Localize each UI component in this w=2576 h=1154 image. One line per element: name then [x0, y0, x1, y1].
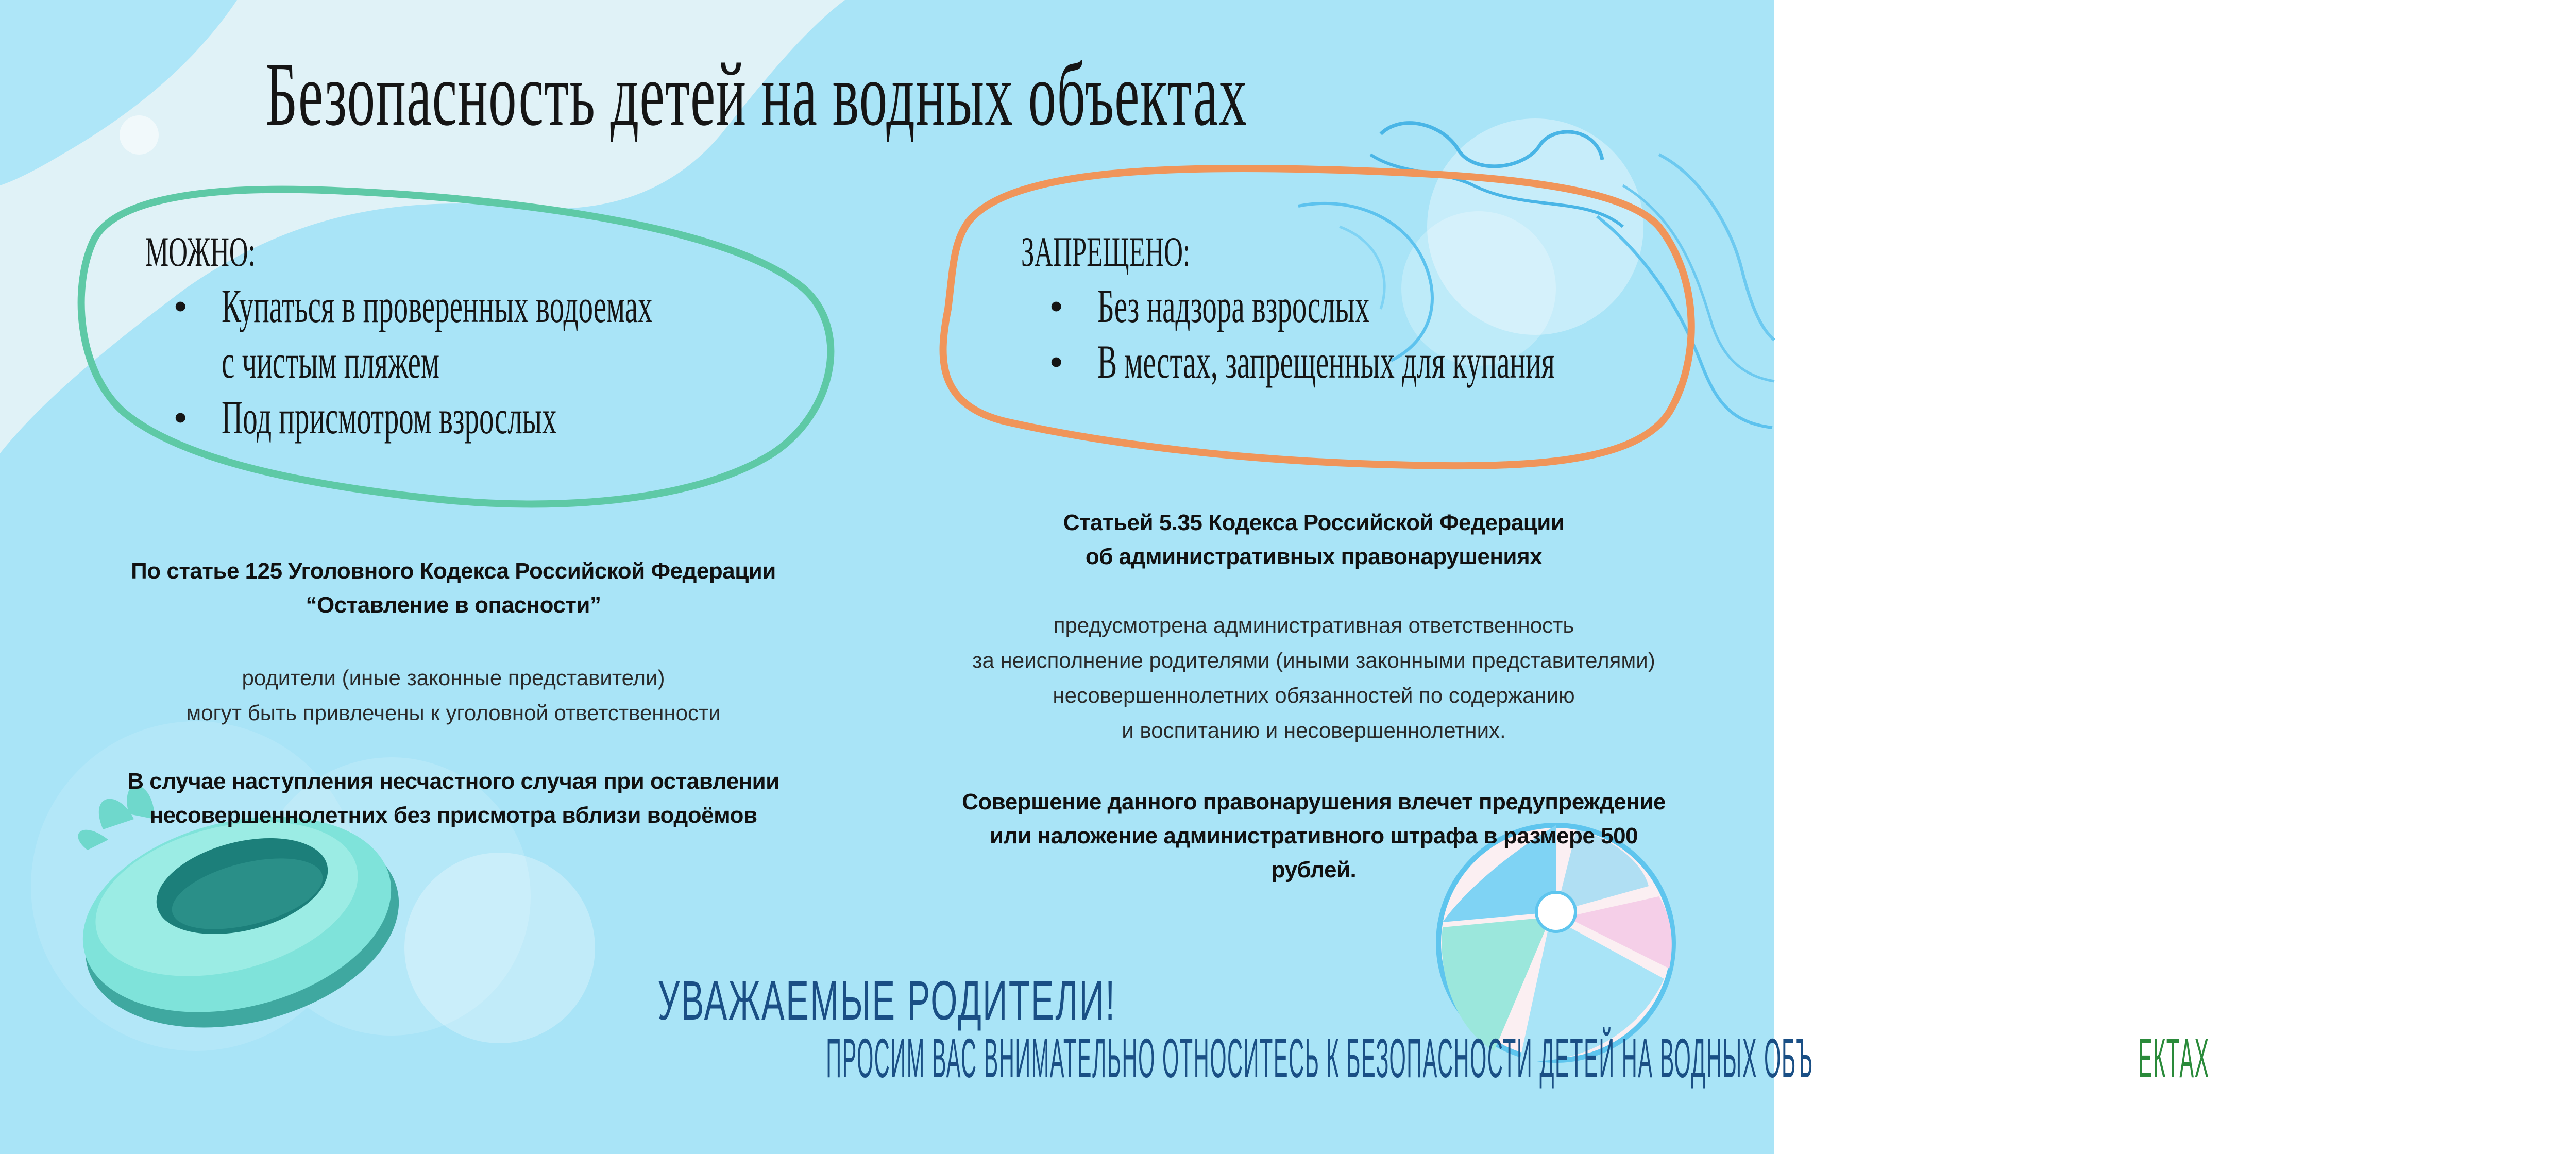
page-title: Безопасность детей на водных объектах — [265, 44, 1248, 145]
forbidden-list — [1050, 278, 1835, 389]
bullet-icon: • — [174, 397, 187, 437]
appeal-line-1: УВАЖАЕМЫЕ РОДИТЕЛИ! — [658, 969, 1116, 1031]
bullet-icon: • — [174, 286, 187, 326]
list-item: • В местах, запрещенных для купания — [1050, 334, 1835, 389]
allowed-list — [174, 278, 917, 445]
law-right-heading: Статьей 5.35 Кодекса Российской Федерации об административных правонарушениях — [1063, 510, 1565, 569]
bullet-icon: • — [1050, 286, 1063, 326]
allowed-heading: МОЖНО: — [145, 228, 256, 275]
bullet-icon: • — [1050, 342, 1063, 382]
forbidden-heading: ЗАПРЕЩЕНО: — [1021, 228, 1191, 275]
law-left-body: родители (иные законные представители) могут быть привлечены к уголовной ответственности — [186, 666, 721, 725]
appeal-line-2: ПРОСИМ ВАС ВНИМАТЕЛЬНО ОТНОСИТЕСЬ К БЕЗОПАСНОСТИ ДЕТЕЙ НА ВОДНЫХ ОБЪ ЕКТАХ — [826, 1027, 2210, 1089]
law-right-body: предусмотрена административная ответственность за неисполнение родителями (иными законными представителями) несовершеннолетних обязанностей по содержанию и воспитанию и несовершеннолетних. — [972, 613, 1655, 742]
bubble-icon — [120, 115, 159, 155]
law-right-note: Совершение данного правонарушения влечет предупреждение или наложение административного штрафа в размере 500 рублей. — [962, 789, 1666, 883]
law-left-note: В случае наступления несчастного случая при оставлении несовершеннолетних без присмотра вблизи водоёмов — [127, 769, 779, 828]
list-item: • Под присмотром взрослых — [174, 389, 917, 445]
list-item: • Без надзора взрослых — [1050, 278, 1835, 334]
law-left-heading: По статье 125 Уголовного Кодекса Российской Федерации “Оставление в опасности” — [131, 558, 776, 618]
list-item: • Купаться в проверенных водоемах — [174, 278, 917, 334]
list-item: с чистым пляжем — [222, 335, 440, 388]
